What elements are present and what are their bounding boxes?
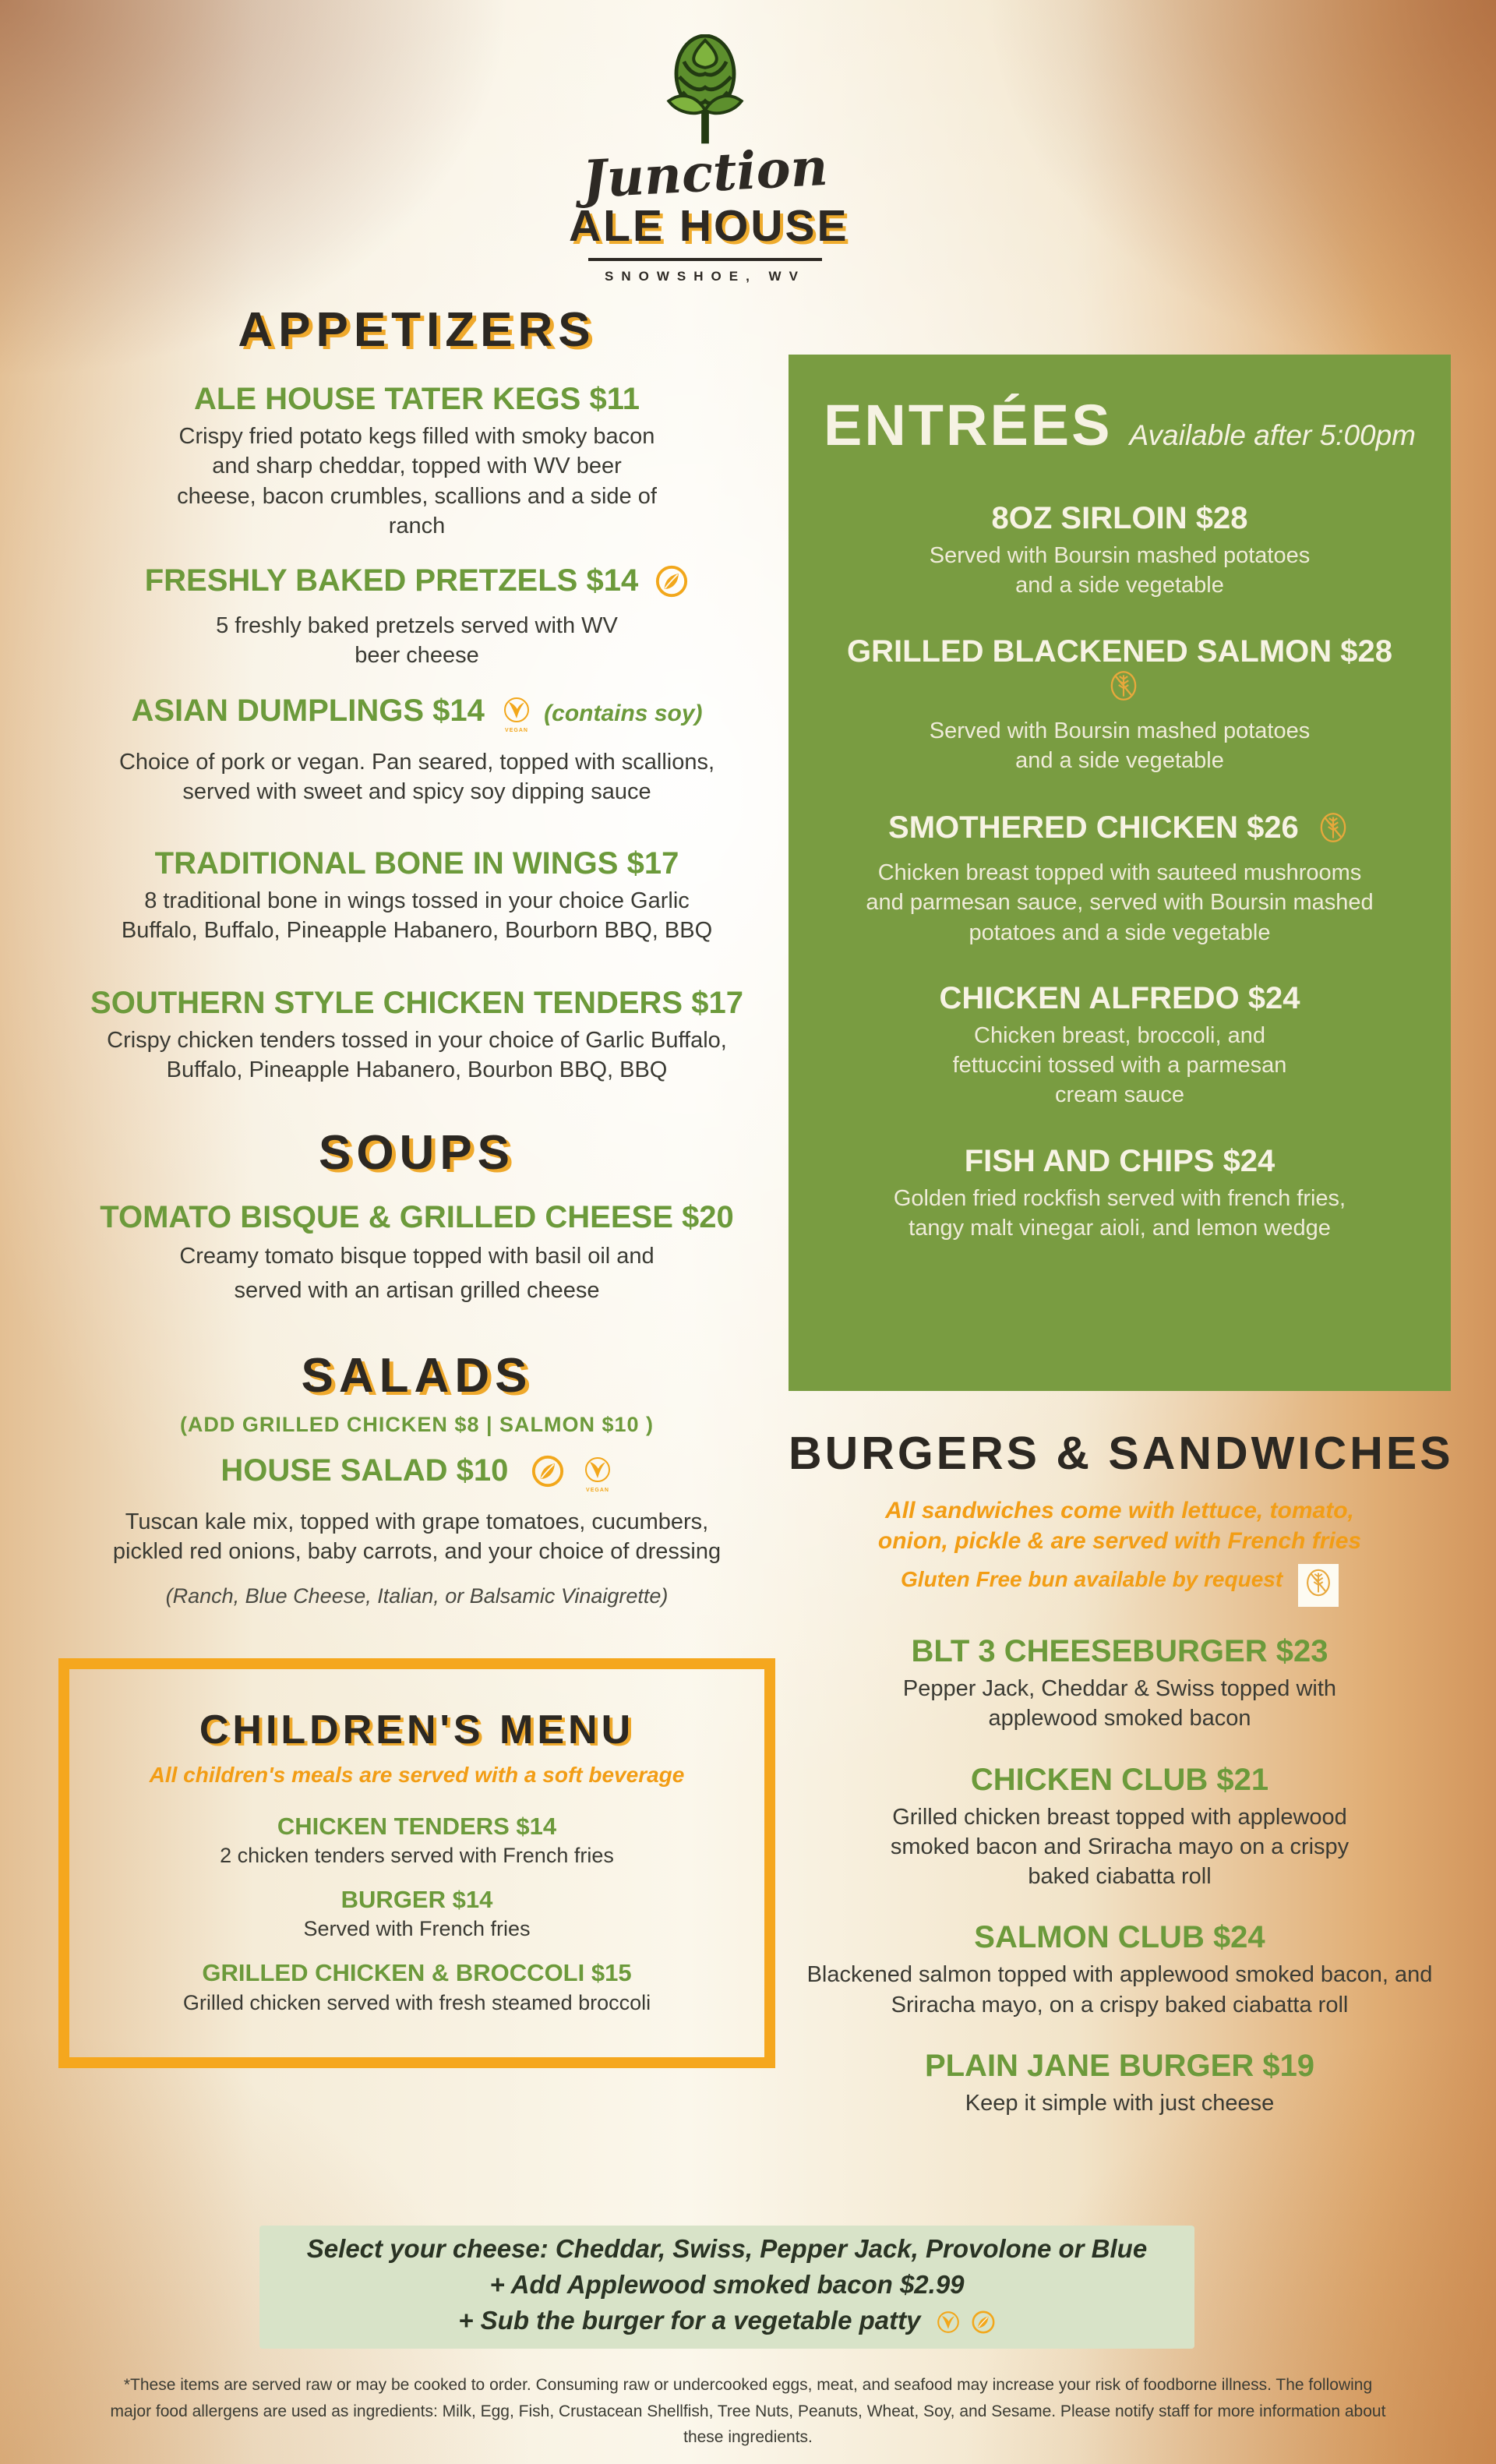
vegan-icon	[582, 1456, 613, 1501]
menu-item-pretzels	[58, 564, 775, 671]
menu-item-tomato-bisque	[58, 1201, 775, 1308]
item-description: Tuscan kale mix, topped with grape tomatoes, cucumbers, pickled red onions, baby carrots, and your choice of dressing	[112, 1509, 722, 1565]
vegetarian-leaf-icon	[531, 1454, 565, 1495]
brand-script-name: Junction	[580, 136, 830, 210]
contains-soy-note: (contains soy)	[544, 700, 703, 726]
item-title: BLT 3 CHEESEBURGER $23	[911, 1634, 1328, 1668]
entrees-availability: Available after 5:00pm	[1129, 419, 1417, 451]
item-description: Served with French fries	[303, 1917, 531, 1941]
cheese-select-line: Select your cheese: Cheddar, Swiss, Pepper Jack, Provolone or Blue	[306, 2233, 1148, 2263]
hop-cone-icon	[659, 34, 751, 150]
menu-item-kids-burger	[90, 1887, 744, 1943]
menu-item-plain-jane-burger	[789, 2049, 1451, 2118]
menu-item-salmon-club	[789, 1921, 1451, 2020]
gluten-free-bun-note	[789, 1564, 1451, 1607]
item-description: Crispy chicken tenders tossed in your choice of Garlic Buffalo, Buffalo, Pineapple Habanero, Bourbon BBQ, BBQ	[107, 1027, 727, 1082]
menu-item-bone-in-wings	[58, 847, 775, 946]
item-description: Served with Boursin mashed potatoes and a side vegetable	[929, 543, 1311, 598]
sandwich-note: All sandwiches come with lettuce, tomato, onion, pickle & are served with French fries	[877, 1498, 1362, 1554]
childrens-menu-subtitle: All children's meals are served with a soft beverage	[149, 1762, 685, 1787]
item-title-text: GRILLED BLACKENED SALMON $28	[846, 634, 1393, 669]
item-description: Blackened salmon topped with applewood smoked bacon, and Sriracha mayo, on a crispy baked ciabatta roll	[806, 1962, 1433, 2017]
section-header-salads: SALADS	[301, 1349, 533, 1403]
svg-text:VEGAN: VEGAN	[585, 1488, 609, 1494]
item-title: 8OZ SIRLOIN $28	[991, 501, 1248, 535]
brand-caps-name: ALE HOUSE	[569, 201, 849, 251]
item-description: Grilled chicken breast topped with applewood smoked bacon and Sriracha mayo on a crispy baked ciabatta roll	[890, 1804, 1350, 1890]
vegetarian-leaf-icon	[971, 2310, 996, 2342]
item-description: Keep it simple with just cheese	[965, 2090, 1275, 2116]
section-header-childrens-menu: CHILDREN'S MENU	[199, 1707, 635, 1753]
burgers-items	[789, 1635, 1451, 2118]
menu-item-fish-and-chips	[827, 1145, 1412, 1244]
item-description: Grilled chicken served with fresh steamed broccoli	[182, 1990, 651, 2014]
section-header-burgers-sandwiches: BURGERS & SANDWICHES	[789, 1428, 1454, 1479]
item-description: Creamy tomato bisque topped with basil oil and served with an artisan grilled cheese	[179, 1244, 654, 1303]
section-header-appetizers: APPETIZERS	[238, 303, 596, 357]
gluten-free-icon	[1298, 1564, 1339, 1607]
item-title: FISH AND CHIPS $24	[964, 1143, 1275, 1178]
right-column	[789, 355, 1454, 2141]
item-title: BURGER $14	[340, 1885, 493, 1913]
item-title: SALMON CLUB $24	[974, 1920, 1265, 1955]
brand-logo	[569, 34, 849, 284]
item-title: CHICKEN ALFREDO $24	[939, 980, 1300, 1015]
item-title	[58, 564, 775, 605]
menu-item-house-salad	[58, 1454, 775, 1608]
item-description: 2 chicken tenders served with French fries	[220, 1844, 614, 1868]
gluten-free-icon	[1315, 810, 1351, 852]
salad-addon-note: (ADD GRILLED CHICKEN $8 | SALMON $10 )	[179, 1413, 654, 1437]
item-description: Chicken breast topped with sauteed mushrooms and parmesan sauce, served with Boursin mashed potatoes and a side vegetable	[866, 860, 1374, 945]
item-title: GRILLED CHICKEN & BROCCOLI $15	[202, 1959, 632, 1987]
allergen-disclaimer: *These items are served raw or may be cooked to order. Consuming raw or undercooked eggs, meat, and seafood may increase your risk of foodborne illness. The following major food allergens are used as ingredients: Milk, Egg, Fish, Crustacean Shellfish, Tree Nuts, Peanuts, Wheat, Soy, and Sesame. Please notify staff for more information about these ingredients.	[110, 2376, 1386, 2447]
item-title	[827, 635, 1412, 710]
item-title: CHICKEN TENDERS $14	[277, 1812, 557, 1840]
item-description: Crispy fried potato kegs filled with smoky bacon and sharp cheddar, topped with WV beer cheese, bacon crumbles, scallions and a side of ranch	[177, 424, 657, 538]
childrens-menu-box	[58, 1658, 775, 2069]
item-title: TRADITIONAL BONE IN WINGS $17	[154, 846, 679, 881]
dressing-options: (Ranch, Blue Cheese, Italian, or Balsamic Vinaigrette)	[165, 1583, 669, 1608]
menu-item-blt-cheeseburger	[789, 1635, 1451, 1734]
veggie-patty-line	[259, 2304, 1194, 2342]
menu-item-kids-grilled-chicken	[90, 1961, 744, 2017]
menu-item-chicken-alfredo	[827, 982, 1412, 1110]
vegetarian-leaf-icon	[654, 564, 689, 605]
left-column	[58, 302, 775, 2068]
item-title-text: FRESHLY BAKED PRETZELS $14	[144, 563, 639, 598]
menu-item-blackened-salmon	[827, 635, 1412, 776]
item-title-text: SMOTHERED CHICKEN $26	[888, 810, 1299, 845]
svg-text:VEGAN: VEGAN	[505, 727, 528, 733]
section-header-entrees: ENTRÉES	[824, 393, 1113, 457]
vegan-icon	[936, 2310, 961, 2342]
add-bacon-line: + Add Applewood smoked bacon $2.99	[489, 2269, 965, 2299]
section-header-soups: SOUPS	[318, 1126, 516, 1181]
menu-item-chicken-tenders	[58, 987, 775, 1086]
menu-item-asian-dumplings	[58, 694, 775, 807]
entrees-panel	[789, 355, 1451, 1391]
item-title-text: ASIAN DUMPLINGS $14	[131, 693, 485, 728]
item-title: SOUTHERN STYLE CHICKEN TENDERS $17	[90, 985, 743, 1020]
item-title: CHICKEN CLUB $21	[970, 1762, 1269, 1797]
brand-location: SNOWSHOE, WV	[605, 269, 806, 284]
item-title: PLAIN JANE BURGER $19	[924, 2048, 1315, 2083]
item-title: ALE HOUSE TATER KEGS $11	[194, 382, 640, 416]
item-description: Choice of pork or vegan. Pan seared, topped with scallions, served with sweet and spicy soy dipping sauce	[118, 749, 715, 804]
item-title	[58, 694, 775, 741]
menu-item-tater-kegs	[58, 383, 775, 541]
gluten-free-icon	[1106, 668, 1141, 710]
gluten-free-bun-note-text: Gluten Free bun available by request	[901, 1567, 1283, 1591]
item-description: 5 freshly baked pretzels served with WV beer cheese	[216, 613, 618, 669]
veggie-patty-text: + Sub the burger for a vegetable patty	[458, 2306, 921, 2335]
item-description: 8 traditional bone in wings tossed in your choice Garlic Buffalo, Buffalo, Pineapple Habanero, Bourborn BBQ, BBQ	[121, 888, 713, 944]
vegan-icon	[501, 696, 532, 741]
item-description: Chicken breast, broccoli, and fettuccini tossed with a parmesan cream sauce	[952, 1022, 1287, 1108]
menu-item-kids-chicken-tenders	[90, 1814, 744, 1870]
item-title	[827, 810, 1412, 852]
logo-divider	[588, 258, 822, 261]
item-title	[58, 1454, 775, 1501]
item-description: Served with Boursin mashed potatoes and a side vegetable	[929, 718, 1311, 773]
menu-item-smothered-chicken	[827, 810, 1412, 948]
cheese-selection-band	[259, 2226, 1194, 2349]
entrees-header-row	[824, 392, 1417, 458]
item-title-text: HOUSE SALAD $10	[221, 1453, 509, 1488]
menu-item-sirloin	[827, 502, 1412, 601]
item-description: Golden fried rockfish served with french fries, tangy malt vinegar aioli, and lemon wedge	[893, 1185, 1346, 1241]
item-title: TOMATO BISQUE & GRILLED CHEESE $20	[100, 1200, 734, 1235]
item-description: Pepper Jack, Cheddar & Swiss topped with applewood smoked bacon	[902, 1676, 1337, 1732]
menu-item-chicken-club	[789, 1763, 1451, 1892]
